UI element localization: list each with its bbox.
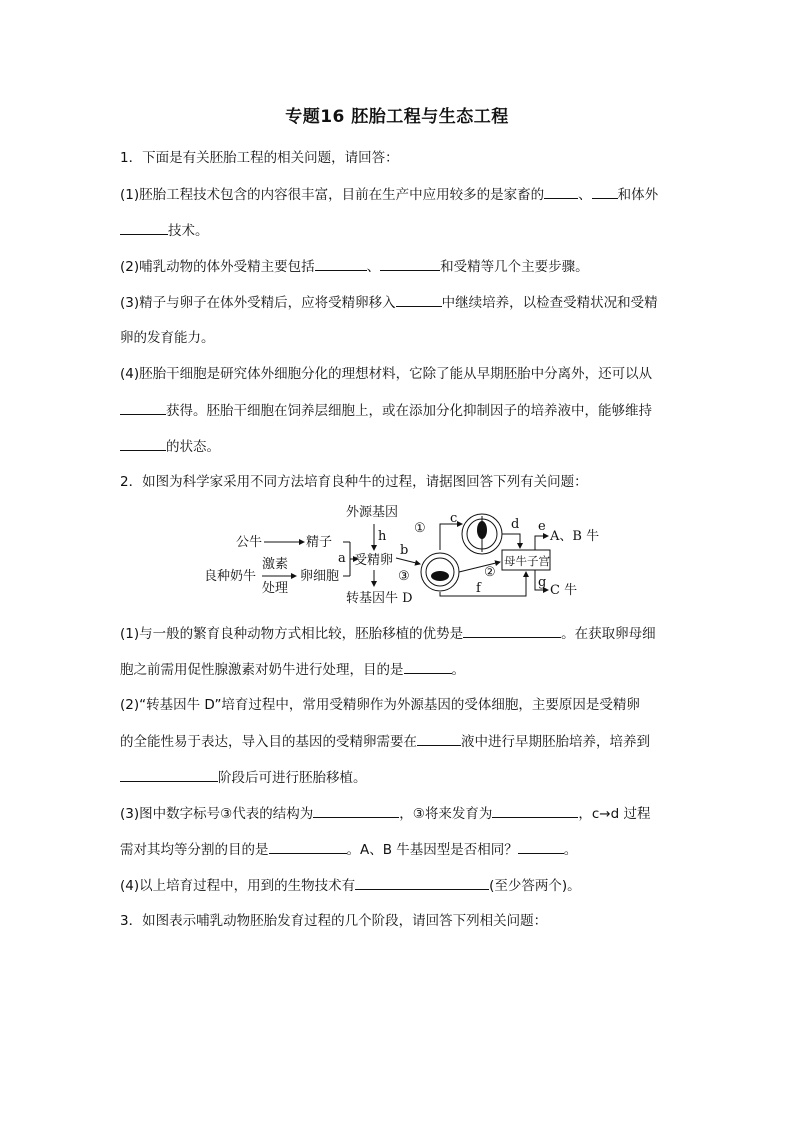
answer-blank[interactable] xyxy=(417,731,461,746)
q2-part1-cont: 胞之前需用促性腺激素对奶牛进行处理，目的是 。 xyxy=(120,659,465,680)
q2-part1: (1)与一般的繁育良种动物方式相比较，胚胎移植的优势是 。在获取卵母细 xyxy=(120,623,656,644)
label-foreign-gene: 外源基因 xyxy=(346,505,399,520)
label-ab-cattle: A、B 牛 xyxy=(550,529,600,544)
label-n1: ① xyxy=(414,521,426,536)
q2-part2: (2)“转基因牛 D”培育过程中，常用受精卵作为外源基因的受体细胞，主要原因是受精卵 xyxy=(120,697,640,713)
label-n3: ③ xyxy=(398,569,410,584)
label-bull: 公牛 xyxy=(236,535,263,550)
q2-part3: (3)图中数字标号③代表的结构为 ，③将来发育为 ，c→d 过程 xyxy=(120,803,650,824)
q2-part4: (4)以上培育过程中，用到的生物技术有 (至少答两个)。 xyxy=(120,875,581,896)
label-c-cattle: C 牛 xyxy=(550,583,578,598)
label-c: c xyxy=(450,511,458,526)
answer-blank[interactable] xyxy=(269,839,347,854)
label-zygote: 受精卵 xyxy=(354,553,394,568)
answer-blank[interactable] xyxy=(313,803,399,818)
label-b: b xyxy=(400,543,409,558)
label-transgenic: 转基因牛 D xyxy=(346,591,413,606)
answer-blank[interactable] xyxy=(315,256,367,271)
q1-stem: 1．下面是有关胚胎工程的相关问题，请回答： xyxy=(120,150,399,166)
label-cow: 良种奶牛 xyxy=(204,569,257,584)
answer-blank[interactable] xyxy=(492,803,578,818)
label-n2: ② xyxy=(484,565,496,580)
q2-part2-cont2: 阶段后可进行胚胎移植。 xyxy=(120,767,367,788)
answer-blank[interactable] xyxy=(120,436,166,451)
answer-blank[interactable] xyxy=(396,292,442,307)
answer-blank[interactable] xyxy=(355,875,489,890)
q1-part1: (1)胚胎工程技术包含的内容很丰富，目前在生产中应用较多的是家畜的 、 和体外 xyxy=(120,184,658,205)
label-uterus: 母牛子宫 xyxy=(504,554,550,568)
answer-blank[interactable] xyxy=(120,767,218,782)
label-egg: 卵细胞 xyxy=(300,569,340,584)
label-hormone: 激素 xyxy=(262,557,289,572)
q3-stem: 3．如图表示哺乳动物胚胎发育过程的几个阶段，请回答下列相关问题： xyxy=(120,913,548,929)
label-e: e xyxy=(538,519,546,534)
q2-stem: 2．如图为科学家采用不同方法培育良种牛的过程，请据图回答下列有关问题： xyxy=(120,474,588,490)
label-treat: 处理 xyxy=(262,581,289,596)
answer-blank[interactable] xyxy=(544,184,578,199)
answer-blank[interactable] xyxy=(120,400,166,415)
q1-part4-cont2: 的状态。 xyxy=(120,436,220,457)
q1-part1-cont: 技术。 xyxy=(120,220,209,241)
label-d: d xyxy=(511,517,520,532)
q1-part3: (3)精子与卵子在体外受精后，应将受精卵移入 中继续培养，以检查受精状况和受精 xyxy=(120,292,658,313)
answer-blank[interactable] xyxy=(380,256,440,271)
q1-part4-cont: 获得。胚胎干细胞在饲养层细胞上，或在添加分化抑制因子的培养液中，能够维持 xyxy=(120,400,652,421)
page-title: 专题16 胚胎工程与生态工程 xyxy=(285,107,509,127)
cattle-breeding-diagram xyxy=(200,500,610,612)
label-a: a xyxy=(338,551,346,566)
q1-part4: (4)胚胎干细胞是研究体外细胞分化的理想材料，它除了能从早期胚胎中分离外，还可以从 xyxy=(120,366,653,382)
label-sperm: 精子 xyxy=(306,535,333,550)
answer-blank[interactable] xyxy=(404,659,452,674)
label-h: h xyxy=(378,529,387,544)
answer-blank[interactable] xyxy=(592,184,618,199)
q2-part2-cont: 的全能性易于表达，导入目的基因的受精卵需要在 液中进行早期胚胎培养，培养到 xyxy=(120,731,650,752)
label-f: f xyxy=(476,581,481,596)
answer-blank[interactable] xyxy=(120,220,168,235)
answer-blank[interactable] xyxy=(463,623,561,638)
q1-part3-cont: 卵的发育能力。 xyxy=(120,330,215,346)
label-g: g xyxy=(538,575,547,590)
q2-part3-cont: 需对其均等分割的目的是 。A、B 牛基因型是否相同？ 。 xyxy=(120,839,577,860)
answer-blank[interactable] xyxy=(518,839,564,854)
q1-part2: (2)哺乳动物的体外受精主要包括 、 和受精等几个主要步骤。 xyxy=(120,256,589,277)
